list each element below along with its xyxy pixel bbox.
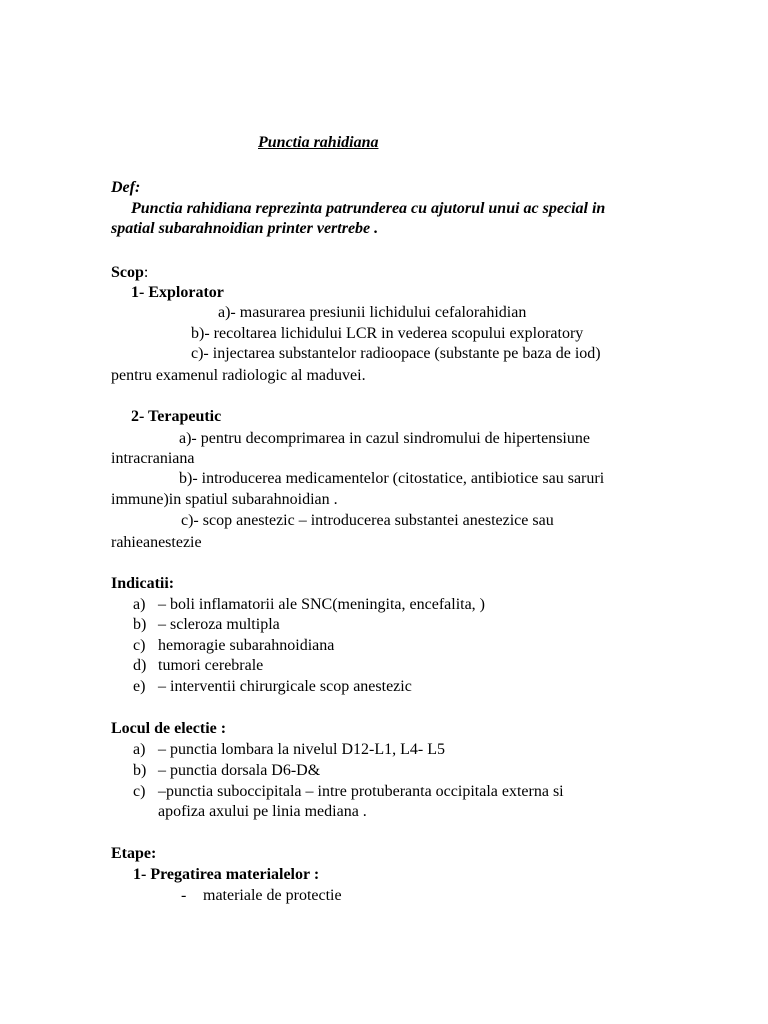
def-heading: Def: — [111, 179, 141, 196]
terapeutic-heading: 2- Terapeutic — [131, 408, 222, 425]
list-item — [133, 677, 412, 697]
list-item-label: b) — [133, 616, 147, 633]
locul-item-c-continuation: apofiza axului pe linia mediana . — [158, 803, 367, 820]
list-item-text: – boli inflamatorii ale SNC(meningita, encefalita, ) — [158, 596, 486, 613]
list-item-label: d) — [133, 657, 147, 674]
etape-heading: Etape: — [111, 845, 157, 862]
list-item — [133, 615, 280, 635]
locul-heading: Locul de electie : — [111, 720, 227, 737]
explorator-heading: 1- Explorator — [131, 284, 224, 301]
etape-subitem — [181, 886, 342, 906]
list-item-text: – punctia lombara la nivelul D12-L1, L4- L5 — [158, 741, 446, 758]
terapeutic-item-b-line-1: b)- introducerea medicamentelor (citostatice, antibiotice sau saruri — [179, 470, 605, 487]
list-item — [133, 782, 564, 802]
list-item-label: a) — [133, 596, 146, 613]
explorator-item-a: a)- masurarea presiunii lichidului cefalorahidian — [218, 304, 527, 321]
list-item-text: – interventii chirurgicale scop anestezic — [158, 678, 412, 695]
explorator-item-c-line-1: c)- injectarea substantelor radioopace (substante pe baza de iod) — [191, 345, 601, 362]
terapeutic-item-c-line-2: rahieanestezie — [111, 534, 202, 551]
explorator-item-b: b)- recoltarea lichidului LCR in vederea scopului exploratory — [191, 325, 584, 342]
def-text-line-1: Punctia rahidiana reprezinta patrunderea cu ajutorul unui ac special in — [131, 200, 606, 217]
scop-colon: : — [143, 264, 149, 281]
explorator-item-c-line-2: pentru examenul radiologic al maduvei. — [111, 367, 366, 384]
indicatii-heading: Indicatii: — [111, 575, 175, 592]
list-item-text: hemoragie subarahnoidiana — [158, 637, 335, 654]
terapeutic-item-b-line-2: immune)in spatiul subarahnoidian . — [111, 491, 338, 508]
dash-bullet: - — [181, 887, 187, 904]
etape-step-1: 1- Pregatirea materialelor : — [133, 866, 320, 883]
list-item — [133, 740, 445, 760]
list-item — [133, 636, 334, 656]
terapeutic-item-a-line-1: a)- pentru decomprimarea in cazul sindromului de hipertensiune — [179, 430, 590, 447]
list-item — [133, 656, 263, 676]
scop-heading-row — [111, 263, 148, 283]
page-title: Punctia rahidiana — [258, 134, 379, 151]
list-item-label: c) — [133, 783, 146, 800]
list-item-label: a) — [133, 741, 146, 758]
list-item — [133, 595, 485, 615]
list-item — [133, 761, 320, 781]
list-item-label: e) — [133, 678, 146, 695]
def-text-line-2: spatial subarahnoidian printer vertrebe . — [111, 220, 379, 237]
list-item-label: b) — [133, 762, 147, 779]
list-item-text: – punctia dorsala D6-D& — [158, 762, 321, 779]
list-item-label: c) — [133, 637, 146, 654]
list-item-text: – scleroza multipla — [158, 616, 280, 633]
terapeutic-item-c-line-1: c)- scop anestezic – introducerea substantei anestezice sau — [181, 512, 554, 529]
terapeutic-item-a-line-2: intracraniana — [111, 450, 195, 467]
list-item-text: tumori cerebrale — [158, 657, 264, 674]
etape-subitem-text: materiale de protectie — [203, 887, 342, 904]
scop-heading: Scop — [111, 264, 144, 281]
list-item-text: –punctia suboccipitala – intre protuberanta occipitala externa si — [158, 783, 564, 800]
